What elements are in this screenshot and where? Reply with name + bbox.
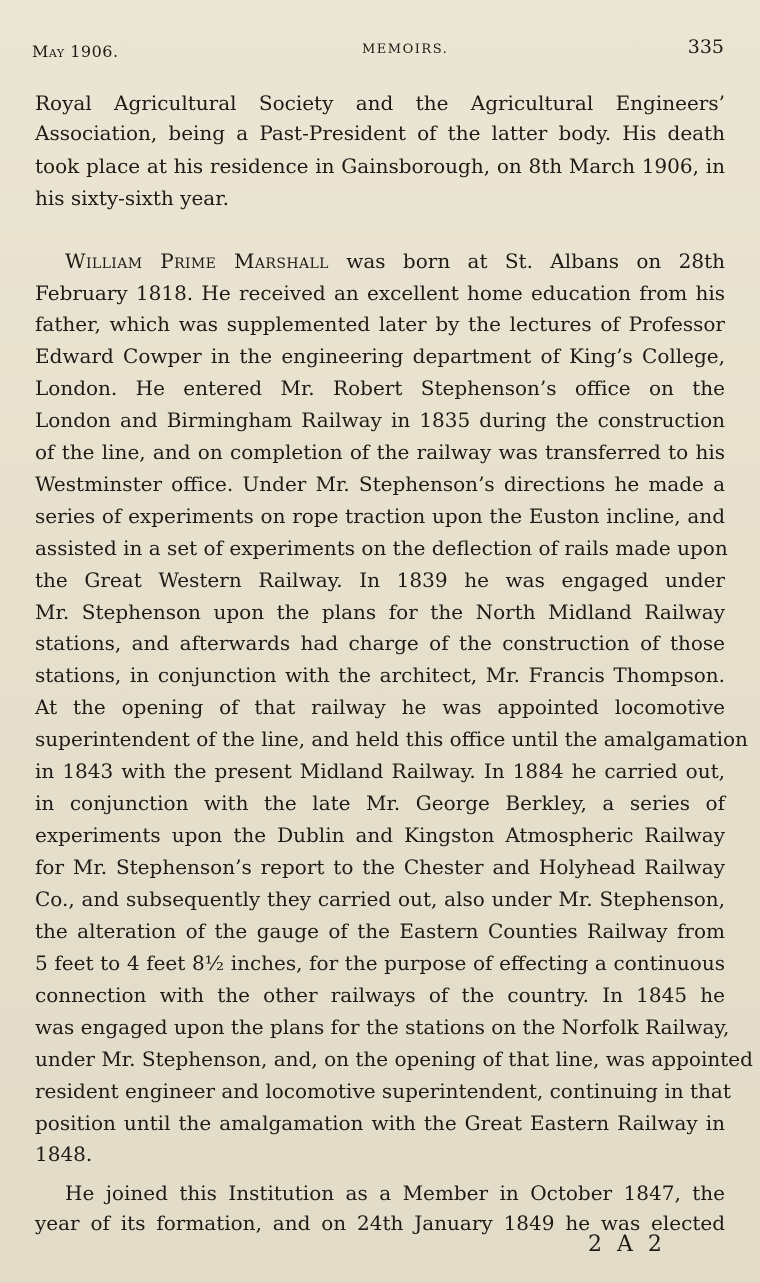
text-line: London and Birmingham Railway in 1835 during the construction <box>35 408 725 432</box>
running-head-date: May 1906. <box>32 42 119 61</box>
text-line: father, which was supplemented later by the lectures of Professor <box>35 312 725 336</box>
text-line: At the opening of that railway he was appointed locomotive <box>35 695 725 719</box>
text-line: Mr. Stephenson upon the plans for the North Midland Railway <box>35 600 725 624</box>
text-line: resident engineer and locomotive superintendent, continuing in that <box>35 1079 731 1103</box>
text-line: connection with the other railways of the country. In 1845 he <box>35 983 725 1007</box>
text-line: 5 feet to 4 feet 8½ inches, for the purpose of effecting a continuous <box>35 951 725 975</box>
text-line: the Great Western Railway. In 1839 he was engaged under <box>35 568 725 592</box>
running-head <box>32 36 724 64</box>
text-line-rest: was born at St. Albans on 28th <box>346 249 726 273</box>
text-line: February 1818. He received an excellent home education from his <box>35 281 725 305</box>
text-line: Co., and subsequently they carried out, also under Mr. Stephenson, <box>35 887 725 911</box>
text-line: under Mr. Stephenson, and, on the opening of that line, was appointed <box>35 1047 753 1071</box>
text-line: London. He entered Mr. Robert Stephenson’s office on the <box>35 376 725 400</box>
text-line: stations, in conjunction with the architect, Mr. Francis Thompson. <box>35 663 725 687</box>
text-line: Royal Agricultural Society and the Agricultural Engineers’ <box>35 91 725 115</box>
page-number: 335 <box>687 36 724 58</box>
text-line: He joined this Institution as a Member in October 1847, the <box>65 1181 725 1205</box>
text-line: superintendent of the line, and held this office until the amalgamation <box>35 727 748 751</box>
text-line: Association, being a Past-President of the latter body. His death <box>35 121 725 145</box>
text-line: series of experiments on rope traction upon the Euston incline, and <box>35 504 725 528</box>
text-line: assisted in a set of experiments on the deflection of rails made upon <box>35 536 728 560</box>
text-line: his sixty-sixth year. <box>35 186 229 210</box>
text-line: took place at his residence in Gainsborough, on 8th March 1906, in <box>35 154 725 178</box>
text-line: experiments upon the Dublin and Kingston Atmospheric Railway <box>35 823 725 847</box>
text-line: position until the amalgamation with the Great Eastern Railway in <box>35 1111 725 1135</box>
text-line: Westminster office. Under Mr. Stephenson’s directions he made a <box>35 472 725 496</box>
running-head-title: MEMOIRS. <box>362 42 449 57</box>
text-line: in conjunction with the late Mr. George Berkley, a series of <box>35 791 725 815</box>
text-line: year of its formation, and on 24th January 1849 he was elected <box>35 1211 725 1235</box>
person-name: William Prime Marshall <box>65 249 329 273</box>
text-line: was engaged upon the plans for the stations on the Norfolk Railway, <box>35 1015 730 1039</box>
text-line: of the line, and on completion of the railway was transferred to his <box>35 440 725 464</box>
text-line: 1848. <box>35 1142 93 1166</box>
text-line: stations, and afterwards had charge of the construction of those <box>35 631 725 655</box>
text-line: the alteration of the gauge of the Eastern Counties Railway from <box>35 919 725 943</box>
text-line: in 1843 with the present Midland Railway. In 1884 he carried out, <box>35 759 725 783</box>
text-line: Edward Cowper in the engineering department of King’s College, <box>35 344 725 368</box>
signature-mark: 2 A 2 <box>588 1232 666 1257</box>
text-line: for Mr. Stephenson’s report to the Chester and Holyhead Railway <box>35 855 725 879</box>
text-line-first <box>65 246 725 276</box>
